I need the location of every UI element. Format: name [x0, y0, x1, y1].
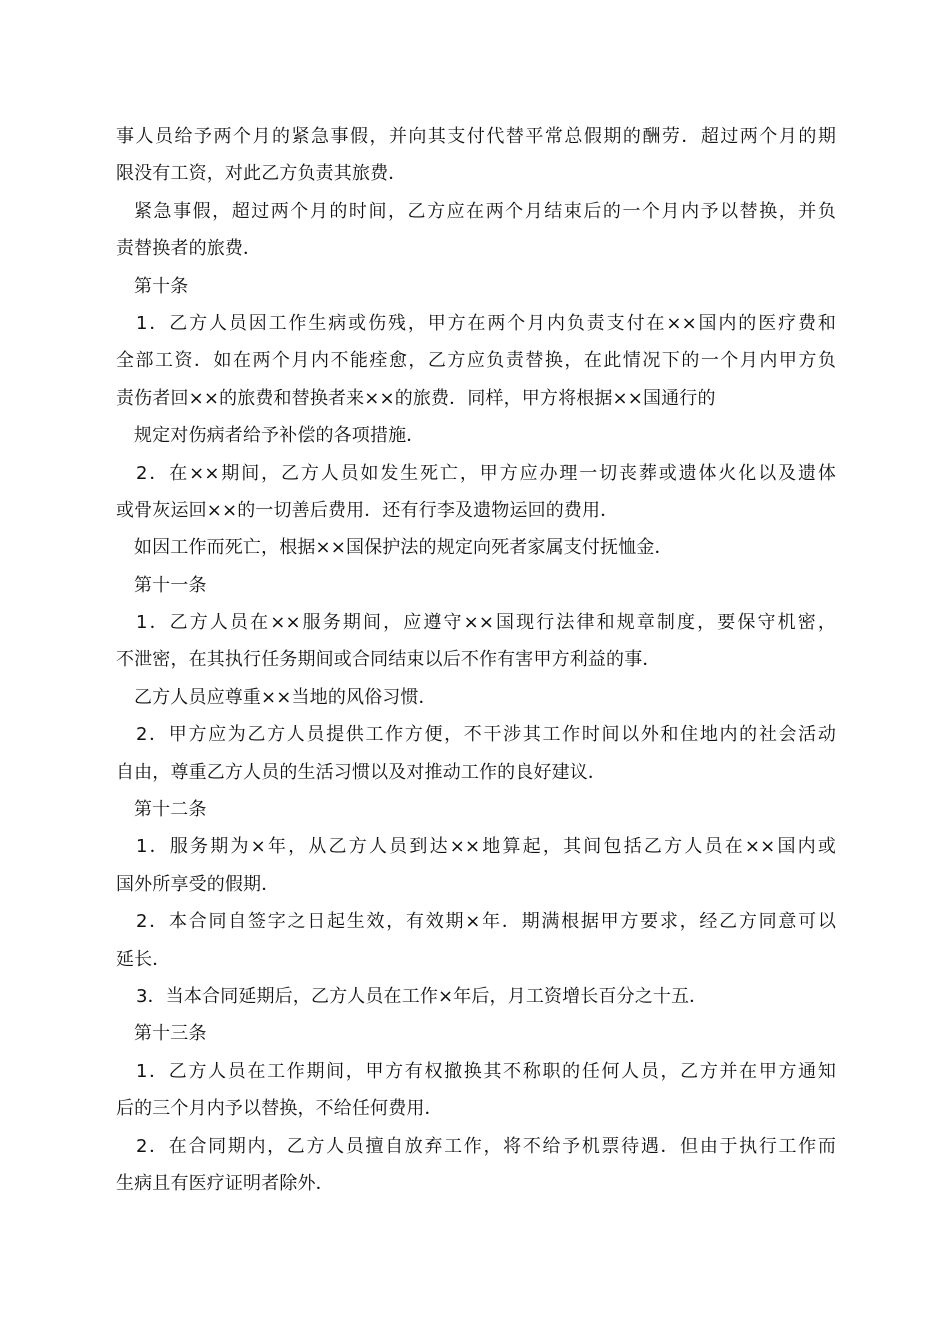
text-line: 自由，尊重乙方人员的生活习惯以及对推动工作的良好建议．: [116, 761, 607, 783]
text-line: 不泄密，在其执行任务期间或合同结束以后不作有害甲方利益的事．: [116, 649, 661, 671]
text-line: 如因工作而死亡，根据××国保护法的规定向死者家属支付抚恤金．: [134, 537, 673, 559]
text-line: 规定对伤病者给予补偿的各项措施．: [134, 425, 425, 447]
text-line: 事人员给予两个月的紧急事假，并向其支付代替平常总假期的酬劳．超过两个月的期: [116, 126, 836, 147]
text-line: 紧急事假，超过两个月的时间，乙方应在两个月结束后的一个月内予以替换，并负: [134, 200, 836, 222]
article-heading: 第十一条: [134, 574, 207, 596]
text-line: 2．本合同自签字之日起生效，有效期×年．期满根据甲方要求，经乙方同意可以: [136, 911, 836, 933]
text-line: 1．乙方人员在工作期间，甲方有权撤换其不称职的任何人员，乙方并在甲方通知: [136, 1060, 836, 1082]
article-heading: 第十三条: [134, 1023, 207, 1045]
text-line: 责伤者回××的旅费和替换者来××的旅费．同样，甲方将根据××国通行的: [116, 387, 716, 409]
text-line: 3．当本合同延期后，乙方人员在工作×年后，月工资增长百分之十五．: [136, 985, 708, 1007]
text-line: 延长．: [116, 948, 171, 970]
text-line: 1．乙方人员在××服务期间，应遵守××国现行法律和规章制度，要保守机密，: [136, 612, 836, 634]
text-line: 1．服务期为×年，从乙方人员到达××地算起，其间包括乙方人员在××国内或: [136, 836, 836, 858]
text-line: 生病且有医疗证明者除外．: [116, 1172, 334, 1194]
text-line: 1．乙方人员因工作生病或伤残，甲方在两个月内负责支付在××国内的医疗费和: [136, 312, 836, 334]
text-line: 限没有工资，对此乙方负责其旅费．: [116, 163, 407, 185]
text-line: 全部工资．如在两个月内不能痊愈，乙方应负责替换，在此情况下的一个月内甲方负: [116, 350, 836, 372]
text-line: 或骨灰运回××的一切善后费用．还有行李及遗物运回的费用．: [116, 499, 619, 521]
text-line: 2．在××期间，乙方人员如发生死亡，甲方应办理一切丧葬或遗体火化以及遗体: [136, 462, 836, 484]
article-heading: 第十条: [134, 275, 189, 297]
text-line: 责替换者的旅费．: [116, 238, 262, 260]
document-body: [116, 118, 836, 1202]
text-line: 后的三个月内予以替换，不给任何费用．: [116, 1098, 443, 1120]
text-line: 国外所享受的假期．: [116, 873, 280, 895]
article-heading: 第十二条: [134, 799, 207, 821]
text-line: 2．在合同期内，乙方人员擅自放弃工作，将不给予机票待遇．但由于执行工作而: [136, 1135, 836, 1157]
text-line: 乙方人员应尊重××当地的风俗习惯．: [134, 686, 437, 708]
text-line: 2．甲方应为乙方人员提供工作方便，不干涉其工作时间以外和住地内的社会活动: [136, 724, 836, 746]
